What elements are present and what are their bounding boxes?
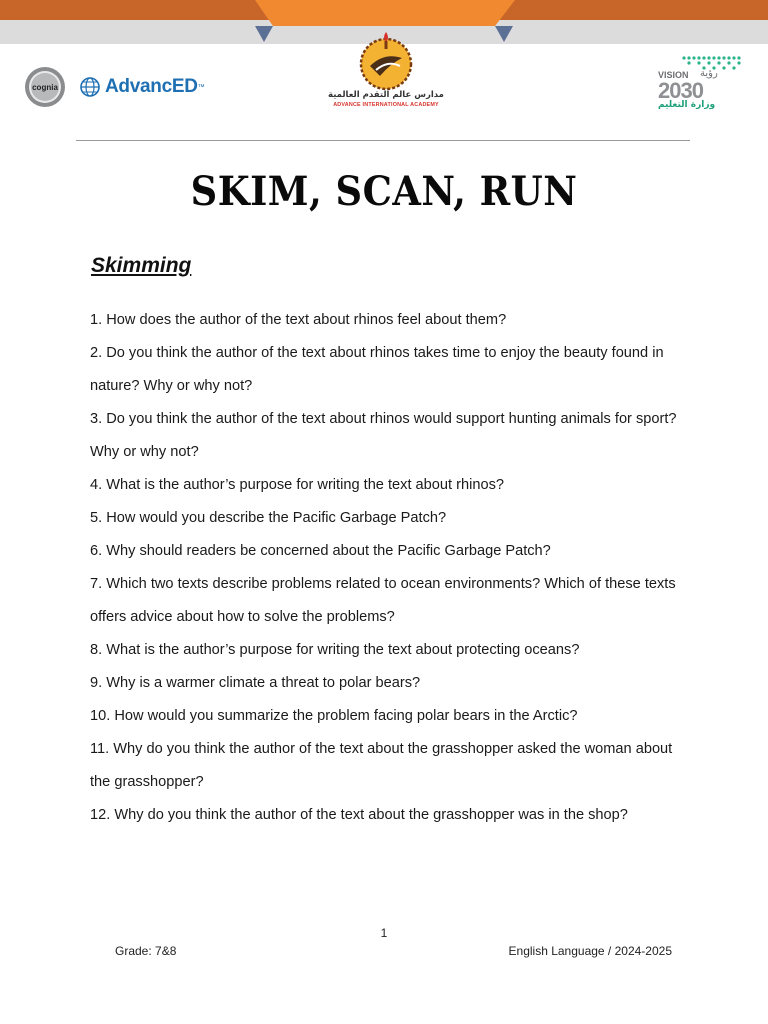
- vision-arabic: رؤية: [700, 68, 718, 79]
- header-divider: [76, 140, 690, 141]
- school-emblem-icon: [326, 30, 446, 90]
- ministry-label: وزارة التعليم: [658, 100, 716, 110]
- advanced-label: AdvancED: [105, 76, 198, 97]
- globe-icon: [79, 76, 101, 98]
- question-list: [90, 304, 690, 832]
- question-item: 7. Which two texts describe problems related to ocean environments? Which of these texts offers advice about how to solve the problems?: [90, 576, 676, 625]
- question-item: 9. Why is a warmer climate a threat to polar bears?: [90, 675, 421, 691]
- vision-label: VISION: [658, 70, 689, 80]
- question-item: 10. How would you summarize the problem facing polar bears in the Arctic?: [90, 708, 578, 724]
- school-name-arabic: مدارس عالم التقدم العالمية: [328, 90, 444, 100]
- question-item: 3. Do you think the author of the text about rhinos would support hunting animals for sport? Why or why not?: [90, 411, 677, 460]
- school-logo: [326, 30, 446, 112]
- svg-text:cognia: cognia: [32, 83, 58, 92]
- question-item: 5. How would you describe the Pacific Garbage Patch?: [90, 510, 447, 526]
- question-item: 2. Do you think the author of the text about rhinos takes time to enjoy the beauty found in nature? Why or why not?: [90, 345, 664, 394]
- school-name-english: ADVANCE INTERNATIONAL ACADEMY: [333, 102, 439, 108]
- question-item: 6. Why should readers be concerned about the Pacific Garbage Patch?: [90, 543, 551, 559]
- vision-2030-logo: [656, 54, 746, 114]
- cognia-logo: [24, 66, 66, 108]
- question-item: 1. How does the author of the text about rhinos feel about them?: [90, 312, 507, 328]
- vision-year: 2030: [658, 78, 703, 103]
- footer-course: English Language / 2024-2025: [508, 944, 672, 958]
- advanced-logo: [79, 72, 205, 102]
- advanced-tm: ™: [197, 83, 205, 91]
- section-heading: Skimming: [91, 254, 192, 277]
- page-title: SKIM, SCAN, RUN: [190, 168, 578, 215]
- footer-grade: Grade: 7&8: [115, 944, 177, 958]
- page-number: 1: [380, 926, 388, 940]
- question-item: 12. Why do you think the author of the text about the grasshopper was in the shop?: [90, 807, 628, 823]
- question-item: 11. Why do you think the author of the text about the grasshopper asked the woman about the grasshopper?: [90, 741, 673, 790]
- question-item: 4. What is the author’s purpose for writing the text about rhinos?: [90, 477, 504, 493]
- question-item: 8. What is the author’s purpose for writing the text about protecting oceans?: [90, 642, 580, 658]
